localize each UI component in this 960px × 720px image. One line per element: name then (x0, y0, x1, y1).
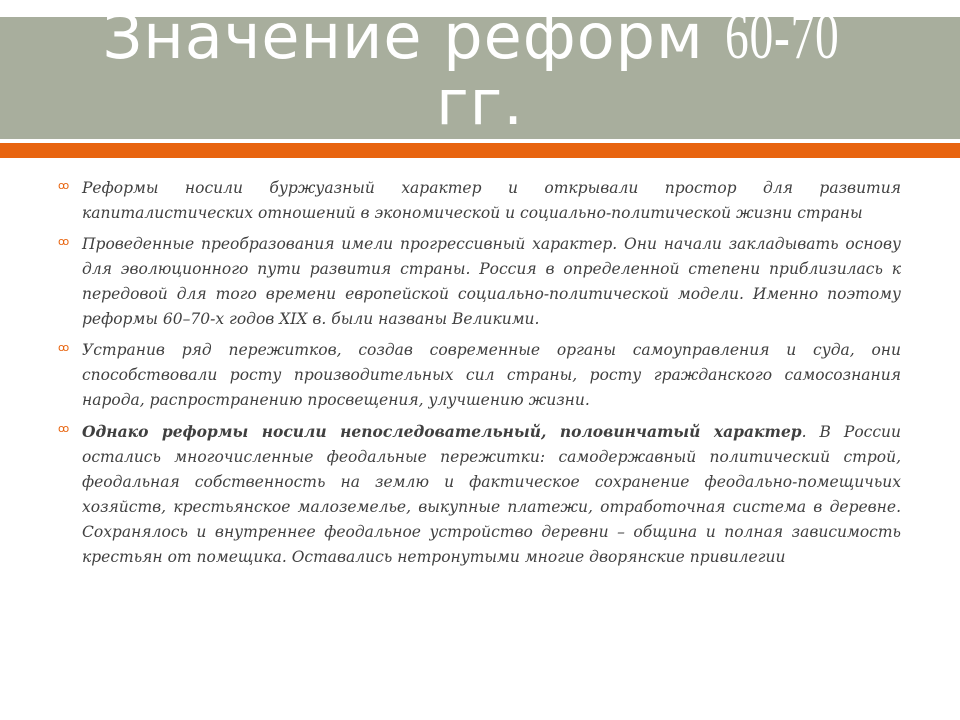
title-suffix: гг. (436, 66, 524, 139)
item-text: . В России остались многочисленные феодальные пережитки: самодержавный политический строй, феодальная собственность на землю и фактическое сохранение феодально-помещичьих хозяйств, крестьянское малоземелье, выкупные платежи, отработочная система в деревне. Сохранялось и внутреннее феодальное устройство деревни – община и полная зависимость крестьян от помещика. Оставались нетронутыми многие дворянские привилегии (82, 423, 902, 566)
list-item (58, 338, 901, 413)
loop-icon: ꝏ (58, 235, 70, 248)
list-item (58, 419, 901, 570)
item-bold-text: Однако реформы носили непоследовательный, половинчатый характер (82, 422, 802, 441)
loop-icon: ꝏ (58, 341, 70, 354)
slide-title (0, 0, 960, 139)
bullet-list (58, 176, 901, 576)
list-item (58, 176, 901, 226)
accent-bar (0, 143, 960, 158)
list-item (58, 232, 901, 332)
item-text: Реформы носили буржуазный характер и открывали простор для развития капиталистических отношений в экономической и социально-политической жизни страны (82, 179, 901, 222)
loop-icon: ꝏ (58, 179, 70, 192)
item-text: Устранив ряд пережитков, создав современные органы самоуправления и суда, они способствовали росту производительных сил страны, росту гражданского самосознания народа, распространению просвещения, улучшению жизни. (82, 341, 901, 409)
title-text: Значение реформ (102, 0, 725, 73)
title-years: 60-70 (724, 0, 839, 73)
loop-icon: ꝏ (58, 422, 70, 435)
item-text: Проведенные преобразования имели прогрессивный характер. Они начали закладывать основу для эволюционного пути развития страны. Россия в определенной степени приблизилась к передовой для того времени европейской социально-политической модели. Именно поэтому реформы 60–70-х годов XIX в. были названы Великими. (82, 235, 901, 328)
